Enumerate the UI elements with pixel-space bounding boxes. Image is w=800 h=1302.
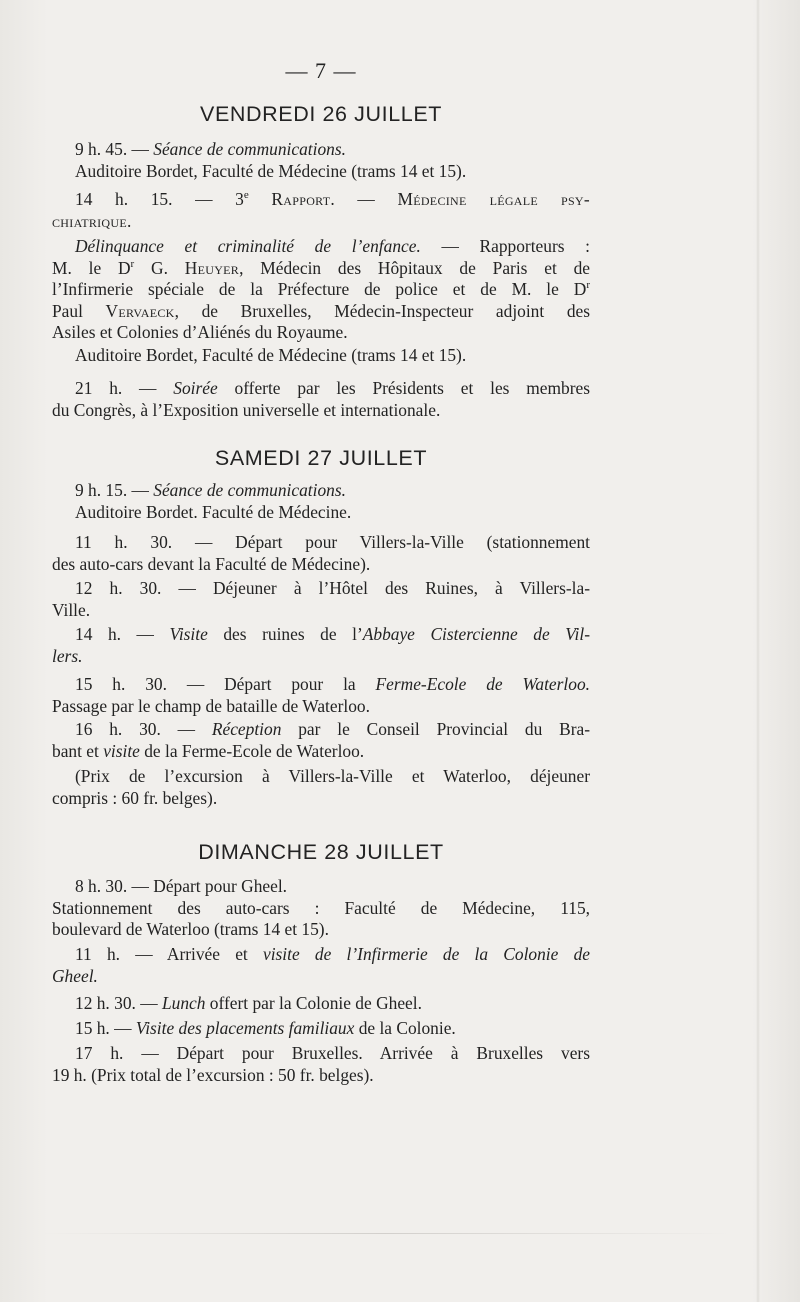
text-italic: Séance de communications.	[153, 139, 346, 159]
text-segment: offert par la Colonie de Gheel.	[205, 993, 422, 1013]
page-bottom-shadow	[40, 1233, 730, 1234]
paragraph-saturday-1	[52, 480, 590, 523]
paragraph-friday-5	[52, 378, 590, 421]
paragraph-saturday-6	[52, 719, 590, 762]
text-italic: Visite des placements familiaux	[135, 1018, 355, 1038]
text-segment: G.	[134, 257, 185, 278]
text-italic: Gheel.	[52, 965, 98, 986]
text-segment: bant et	[52, 740, 104, 761]
text-italic: Lunch	[161, 993, 206, 1013]
paragraph-saturday-7	[52, 766, 590, 809]
text-smallcaps: Vervaeck	[105, 300, 175, 321]
paragraph-sunday-5	[52, 1043, 590, 1086]
text-line: Ville.	[52, 599, 91, 620]
text-line: du Congrès, à l’Exposition universelle et internationale.	[52, 399, 441, 420]
text-segment: des ruines de l’	[207, 624, 363, 644]
text-italic: visite	[103, 740, 140, 761]
text-line: des auto-cars devant la Faculté de Médecine).	[52, 553, 371, 574]
text-segment: 16 h. 30. —	[75, 719, 212, 739]
text-segment: 14 h. 15. — 3	[75, 189, 244, 209]
text-segment: par le Conseil Provincial du Bra-	[281, 719, 590, 739]
text-segment: — Rapporteurs :	[420, 236, 591, 256]
text-segment: de la Colonie.	[354, 1018, 456, 1038]
text-line: chiatrique.	[52, 210, 132, 231]
text-line: 12 h. 30. — Déjeuner à l’Hôtel des Ruines, à Villers-la-	[75, 578, 590, 598]
text-italic: Soirée	[173, 378, 218, 398]
text-line: Passage par le champ de bataille de Waterloo.	[52, 695, 370, 716]
text-segment: 14 h. —	[75, 624, 170, 644]
paragraph-sunday-2	[52, 944, 590, 987]
text-smallcaps: Médecine légale psy-	[397, 189, 590, 209]
text-line: Asiles et Colonies d’Aliénés du Royaume.	[52, 322, 348, 342]
text-segment: , de Bruxelles, Médecin-Inspecteur adjoint des	[174, 300, 590, 321]
text-line: Stationnement des auto-cars : Faculté de Médecine, 115,	[52, 897, 590, 918]
superscript: r	[130, 257, 135, 270]
text-line: 8 h. 30. — Départ pour Gheel.	[75, 876, 288, 896]
paragraph-saturday-4	[52, 624, 590, 667]
text-smallcaps: Rapport	[271, 189, 331, 209]
text-italic: Délinquance et criminalité de l’enfance.	[75, 236, 421, 256]
text-line: (Prix de l’excursion à Villers-la-Ville et Waterloo, déjeuner	[75, 766, 590, 786]
text-italic: Réception	[211, 719, 282, 739]
text-segment: , Médecin des Hôpitaux de Paris et de	[239, 257, 591, 278]
paragraph-saturday-2	[52, 532, 590, 575]
text-line: 17 h. — Départ pour Bruxelles. Arrivée à Bruxelles vers	[75, 1043, 590, 1063]
page-number: — 7 —	[285, 58, 357, 83]
text-italic: Ferme-Ecole de Waterloo.	[375, 674, 590, 694]
paragraph-friday-3	[52, 236, 590, 344]
text-segment: 11 h. — Arrivée et	[75, 944, 263, 964]
text-segment: Paul	[52, 300, 106, 321]
text-segment: l’Infirmerie spéciale de la Préfecture de police et de M. le D	[52, 279, 587, 299]
text-italic: Séance de communications.	[153, 480, 346, 500]
superscript: r	[586, 279, 590, 291]
text-line: boulevard de Waterloo (trams 14 et 15).	[52, 919, 329, 939]
paragraph-sunday-3	[52, 993, 590, 1015]
heading-sunday: DIMANCHE 28 JUILLET	[198, 840, 444, 864]
text-segment: . —	[330, 189, 398, 209]
page-edge-shadow	[756, 0, 760, 1302]
text-segment: 12 h. 30. —	[75, 993, 162, 1013]
paragraph-friday-4	[52, 345, 590, 367]
paragraph-saturday-3	[52, 578, 590, 621]
text-line: Auditoire Bordet, Faculté de Médecine (trams 14 et 15).	[75, 345, 467, 365]
superscript: e	[243, 189, 249, 201]
text-italic: Visite	[169, 624, 208, 644]
text-italic: Abbaye Cistercienne de Vil-	[362, 624, 590, 644]
heading-friday: VENDREDI 26 JUILLET	[200, 102, 442, 126]
text-italic: lers.	[52, 645, 83, 666]
text-line: 11 h. 30. — Départ pour Villers-la-Ville (stationnement	[75, 532, 590, 552]
text-italic: visite de l’Infirmerie de la Colonie de	[262, 944, 590, 964]
paragraph-friday-2	[52, 189, 590, 232]
text-segment	[249, 189, 272, 209]
text-line: compris : 60 fr. belges).	[52, 787, 218, 808]
text-segment: 9 h. 15. —	[75, 480, 154, 500]
text-line: Auditoire Bordet. Faculté de Médecine.	[75, 501, 352, 522]
text-smallcaps: Heuyer	[184, 257, 240, 278]
paragraph-sunday-1	[52, 876, 590, 941]
text-segment: M. le D	[52, 257, 131, 278]
text-segment: 15 h. 30. — Départ pour la	[75, 674, 376, 694]
paragraph-saturday-5	[52, 674, 590, 717]
heading-saturday: SAMEDI 27 JUILLET	[214, 446, 428, 470]
text-segment: 21 h. —	[75, 378, 174, 398]
text-line: Auditoire Bordet, Faculté de Médecine (trams 14 et 15).	[75, 160, 467, 181]
paragraph-friday-1	[52, 139, 590, 182]
text-line: 19 h. (Prix total de l’excursion : 50 fr. belges).	[52, 1064, 374, 1085]
text-segment: 15 h. —	[75, 1018, 136, 1038]
text-segment: de la Ferme-Ecole de Waterloo.	[139, 740, 365, 761]
text-segment: 9 h. 45. —	[75, 139, 154, 159]
paragraph-sunday-4	[52, 1018, 590, 1040]
text-segment: offerte par les Présidents et les membres	[217, 378, 590, 398]
